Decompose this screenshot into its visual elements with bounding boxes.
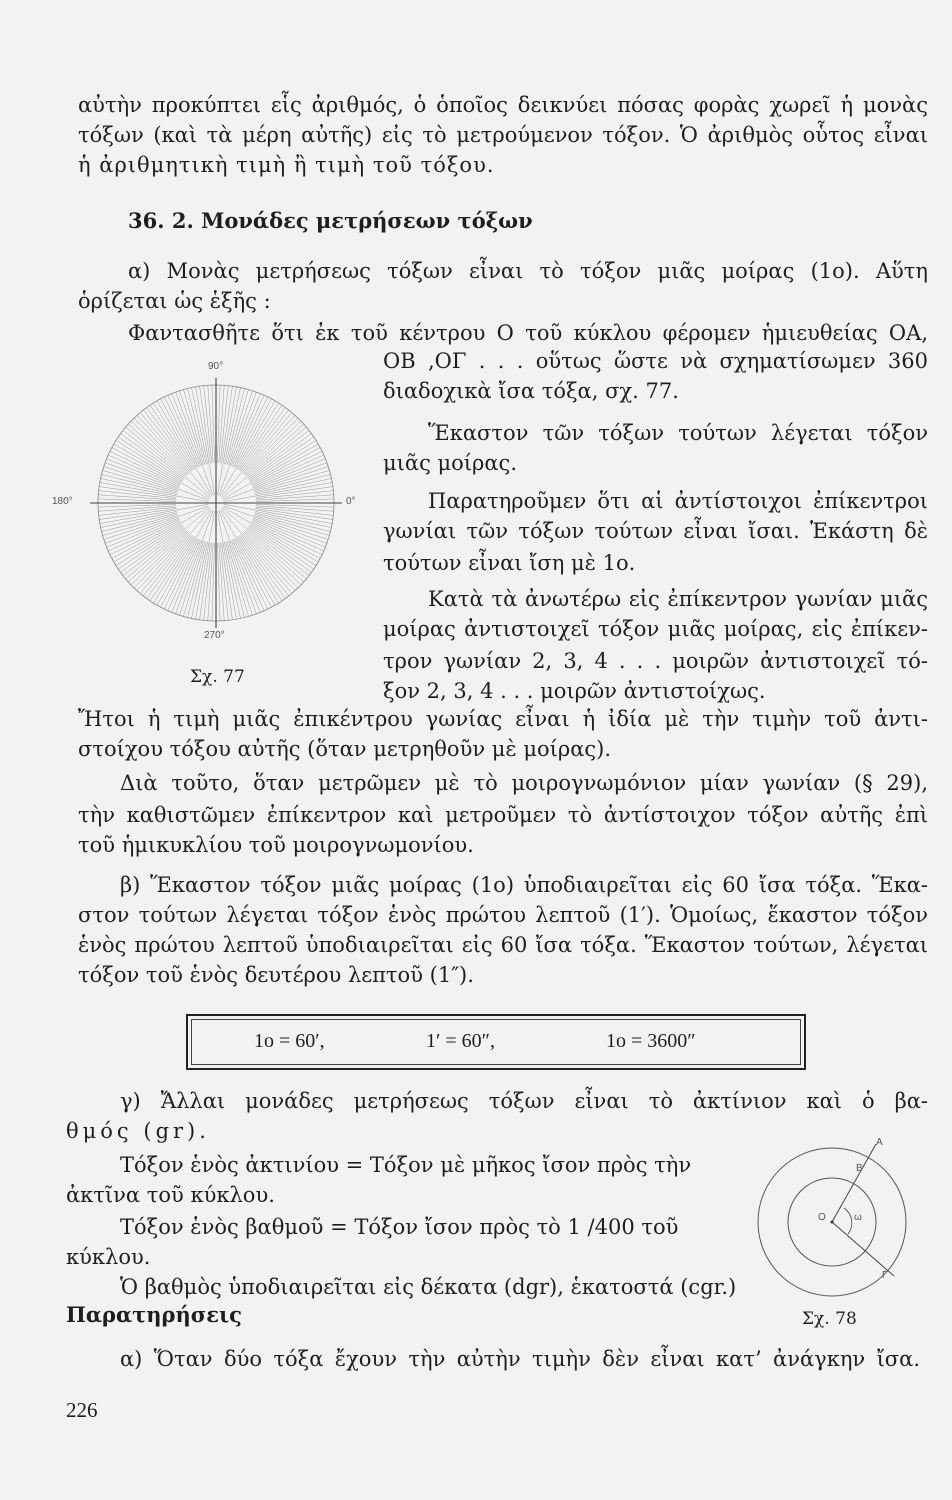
fig77-label-270: 270° <box>204 630 225 641</box>
text-line: στοίχου τόξου αὐτῆς (ὅταν μετρηθοῦν μὲ μοίρας). <box>78 737 612 761</box>
text-line: τοῦ ἡμικυκλίου τοῦ μοιρογνωμονίου. <box>78 833 474 857</box>
text-line: Τόξον ἑνὸς βαθμοῦ = Τόξον ἴσον πρὸς τὸ 1 /400 τοῦ <box>120 1215 679 1239</box>
text-line: μιᾶς μοίρας. <box>383 451 517 475</box>
text-line: Φαντασθῆτε ὅτι ἐκ τοῦ κέντρου Ο τοῦ κύκλου φέρομεν ἡμιευθείας ΟΑ, <box>128 321 928 345</box>
text-line: ἑνὸς πρώτου λεπτοῦ ὑποδιαιρεῖται εἰς 60 ἴσα τόξα. Ἕκαστον τούτων, λέγεται <box>78 933 928 957</box>
formula-degree-minutes: 1ο = 60′, <box>254 1030 325 1052</box>
text-line: κύκλου. <box>66 1245 151 1269</box>
fig78-label-o: O <box>818 1212 826 1223</box>
text-line: Ἤτοι ἡ τιμὴ μιᾶς ἐπικέντρου γωνίας εἶναι ἡ ἰδία μὲ τὴν τιμὴν τοῦ ἀντι- <box>78 707 928 731</box>
text-line: Κατὰ τὰ ἀνωτέρω εἰς ἐπίκεντρον γωνίαν μιᾶς <box>428 587 928 611</box>
text-line: γωνίαι τῶν τόξων τούτων εἶναι ἴσαι. Ἑκάστη δὲ <box>383 519 928 543</box>
fig78-label-omega: ω <box>854 1212 862 1223</box>
formula-minute-seconds: 1′ = 60″, <box>426 1030 495 1052</box>
fig77-label-0: 0° <box>346 496 356 507</box>
text-line: β) Ἕκαστον τόξον μιᾶς μοίρας (1ο) ὑποδιαιρεῖται εἰς 60 ἴσα τόξα. Ἕκα- <box>120 873 928 897</box>
section-heading: 36. 2. Μονάδες μετρήσεων τόξων <box>128 208 533 233</box>
text-line: Παρατηροῦμεν ὅτι αἱ ἀντίστοιχοι ἐπίκεντροι <box>428 489 928 513</box>
figure-78-radian-circle <box>752 1142 912 1302</box>
text-line: ξον 2, 3, 4 . . . μοιρῶν ἀντιστοίχως. <box>383 679 766 703</box>
text-line: ΟΒ ,ΟΓ . . . οὕτως ὥστε νὰ σχηματίσωμεν 360 <box>383 349 928 373</box>
text-line: στον τούτων λέγεται τόξον ἑνὸς πρώτου λεπτοῦ (1′). Ὁμοίως, ἕκαστον τόξον <box>78 903 928 927</box>
text-line: θμός (gr). <box>66 1119 210 1143</box>
fig77-label-90: 90° <box>208 361 224 372</box>
text-line: αὐτὴν προκύπτει εἷς ἀριθμός, ὁ ὁποῖος δεικνύει πόσας φορὰς χωρεῖ ἡ μονὰς <box>78 93 928 117</box>
text-line: α) Μονὰς μετρήσεως τόξων εἶναι τὸ τόξον μιᾶς μοίρας (1ο). Αὕτη <box>128 259 928 283</box>
page-number: 226 <box>66 1398 98 1422</box>
text-line: Ὁ βαθμὸς ὑποδιαιρεῖται εἰς δέκατα (dgr), ἑκατοστά (cgr.) <box>120 1275 737 1299</box>
text-line: τὴν καθιστῶμεν ἐπίκεντρον καὶ μετροῦμεν τὸ ἀντίστοιχον τόξον αὐτῆς ἐπὶ <box>78 803 928 827</box>
formula-degree-seconds: 1ο = 3600″ <box>606 1030 696 1052</box>
fig78-label-b: B <box>856 1163 863 1174</box>
figure-78-caption: Σχ. 78 <box>802 1309 857 1329</box>
text-line: μοίρας ἀντιστοιχεῖ τόξον μιᾶς μοίρας, εἰς ἐπίκεν- <box>383 617 928 641</box>
text-line: τόξων (καὶ τὰ μέρη αὐτῆς) εἰς τὸ μετρούμενον τόξον. Ὁ ἀριθμὸς οὗτος εἶναι <box>78 123 928 147</box>
remarks-heading: Παρατηρήσεις <box>66 1302 242 1327</box>
figure-77-caption: Σχ. 77 <box>190 667 245 687</box>
figure-77-protractor-circle <box>50 356 310 646</box>
text-line: ὁρίζεται ὡς ἑξῆς : <box>78 289 271 313</box>
fig77-label-180: 180° <box>52 496 73 507</box>
text-line: τούτων εἶναι ἴση μὲ 1ο. <box>383 551 636 575</box>
text-line: γ) Ἄλλαι μονάδες μετρήσεως τόξων εἶναι τὸ ἀκτίνιον καὶ ὁ βα- <box>120 1089 928 1113</box>
text-line: διαδοχικὰ ἴσα τόξα, σχ. 77. <box>383 379 679 403</box>
text-line: τόξον τοῦ ἑνὸς δευτέρου λεπτοῦ (1″). <box>78 963 474 987</box>
text-line: Τόξον ἑνὸς ἀκτινίου = Τόξον μὲ μῆκος ἴσον πρὸς τὴν <box>120 1153 692 1177</box>
text-line: α) Ὅταν δύο τόξα ἔχουν τὴν αὐτὴν τιμὴν δὲν εἶναι κατ’ ἀνάγκην ἴσα. <box>120 1347 920 1371</box>
text-line: ἀκτῖνα τοῦ κύκλου. <box>66 1183 275 1207</box>
fig78-label-a: A <box>876 1137 883 1148</box>
text-line: Ἕκαστον τῶν τόξων τούτων λέγεται τόξον <box>428 421 928 445</box>
text-line: τρον γωνίαν 2, 3, 4 . . . μοιρῶν ἀντιστοιχεῖ τό- <box>383 649 928 673</box>
text-line: ἡ ἀριθμητικὴ τιμὴ ἢ τιμὴ τοῦ τόξου. <box>78 153 495 177</box>
fig78-label-g: Γ <box>882 1270 888 1281</box>
text-line: Διὰ τοῦτο, ὅταν μετρῶμεν μὲ τὸ μοιρογνωμόνιον μίαν γωνίαν (§ 29), <box>120 771 928 795</box>
